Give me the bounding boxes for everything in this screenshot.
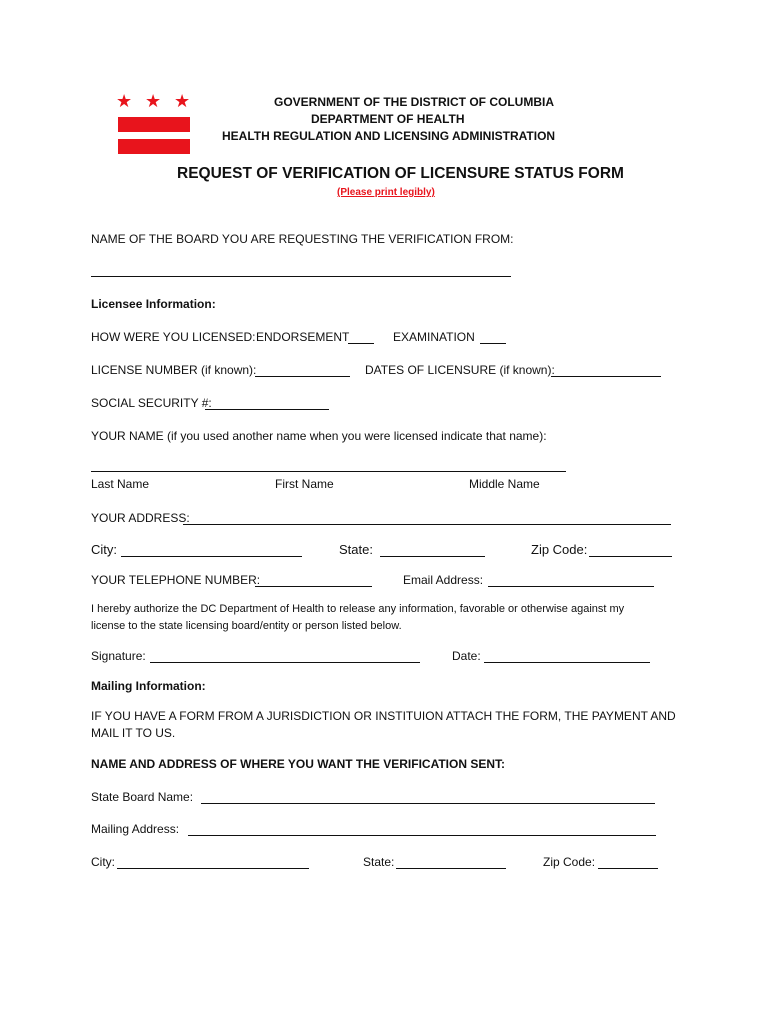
your-name-label: YOUR NAME (if you used another name when you were licensed indicate that name): <box>91 429 547 443</box>
zip-label: Zip Code: <box>531 542 588 557</box>
ssn-field[interactable] <box>205 409 329 410</box>
endorsement-label: ENDORSEMENT <box>256 330 350 344</box>
authorize-text-line1: I hereby authorize the DC Department of Health to release any information, favorable or otherwise against my <box>91 603 625 615</box>
state-label: State: <box>339 542 373 557</box>
state-board-name-label: State Board Name: <box>91 790 194 804</box>
licensee-heading: Licensee Information: <box>91 297 216 311</box>
mailing-address-label: Mailing Address: <box>91 822 180 836</box>
mailing-heading: Mailing Information: <box>91 679 206 693</box>
middle-name-label: Middle Name <box>469 477 540 491</box>
board-name-field[interactable] <box>91 276 511 277</box>
mailing-text-line2: MAIL IT TO US. <box>91 726 176 740</box>
signature-field[interactable] <box>150 662 420 663</box>
city-field[interactable] <box>121 556 302 557</box>
state2-label: State: <box>363 855 395 869</box>
city2-label: City: <box>91 855 115 869</box>
your-address-label: YOUR ADDRESS: <box>91 511 190 525</box>
telephone-label: YOUR TELEPHONE NUMBER: <box>91 573 261 587</box>
endorsement-field[interactable] <box>348 343 374 344</box>
city-label: City: <box>91 542 117 557</box>
zip-field[interactable] <box>589 556 672 557</box>
dates-licensure-field[interactable] <box>551 376 661 377</box>
city2-field[interactable] <box>117 868 309 869</box>
license-number-label: LICENSE NUMBER (if known): <box>91 363 257 377</box>
dc-flag-icon <box>116 93 192 157</box>
verification-heading: NAME AND ADDRESS OF WHERE YOU WANT THE VERIFICATION SENT: <box>91 757 506 771</box>
date-field[interactable] <box>484 662 650 663</box>
examination-field[interactable] <box>480 343 506 344</box>
signature-label: Signature: <box>91 649 146 663</box>
star-icon: ★ <box>116 91 133 112</box>
header-administration: HEALTH REGULATION AND LICENSING ADMINISTRATION <box>222 129 556 143</box>
your-name-field[interactable] <box>91 471 566 472</box>
mailing-address-field[interactable] <box>188 835 656 836</box>
star-icon: ★ <box>174 91 191 112</box>
zip2-label: Zip Code: <box>543 855 596 869</box>
board-prompt: NAME OF THE BOARD YOU ARE REQUESTING THE VERIFICATION FROM: <box>91 232 514 246</box>
state2-field[interactable] <box>396 868 506 869</box>
how-licensed-label: HOW WERE YOU LICENSED: <box>91 330 256 344</box>
dates-licensure-label: DATES OF LICENSURE (if known): <box>365 363 555 377</box>
star-icon: ★ <box>145 91 162 112</box>
header-government: GOVERNMENT OF THE DISTRICT OF COLUMBIA <box>274 95 554 109</box>
license-number-field[interactable] <box>255 376 350 377</box>
last-name-label: Last Name <box>91 477 150 491</box>
mailing-text-line1: IF YOU HAVE A FORM FROM A JURISDICTION OR INSTITUION ATTACH THE FORM, THE PAYMENT AND <box>91 709 676 723</box>
flag-bar <box>118 139 190 154</box>
state-board-name-field[interactable] <box>201 803 655 804</box>
email-label: Email Address: <box>403 573 484 587</box>
header-department: DEPARTMENT OF HEALTH <box>311 112 465 126</box>
authorize-text-line2: license to the state licensing board/entity or person listed below. <box>91 620 402 632</box>
telephone-field[interactable] <box>255 586 372 587</box>
flag-bar <box>118 117 190 132</box>
email-field[interactable] <box>488 586 654 587</box>
examination-label: EXAMINATION <box>393 330 475 344</box>
zip2-field[interactable] <box>598 868 658 869</box>
form-subtitle: (Please print legibly) <box>337 187 435 198</box>
date-label: Date: <box>452 649 481 663</box>
ssn-label: SOCIAL SECURITY #: <box>91 396 212 410</box>
state-field[interactable] <box>380 556 485 557</box>
first-name-label: First Name <box>275 477 334 491</box>
your-address-field[interactable] <box>183 524 671 525</box>
form-title: REQUEST OF VERIFICATION OF LICENSURE STATUS FORM <box>177 165 624 182</box>
